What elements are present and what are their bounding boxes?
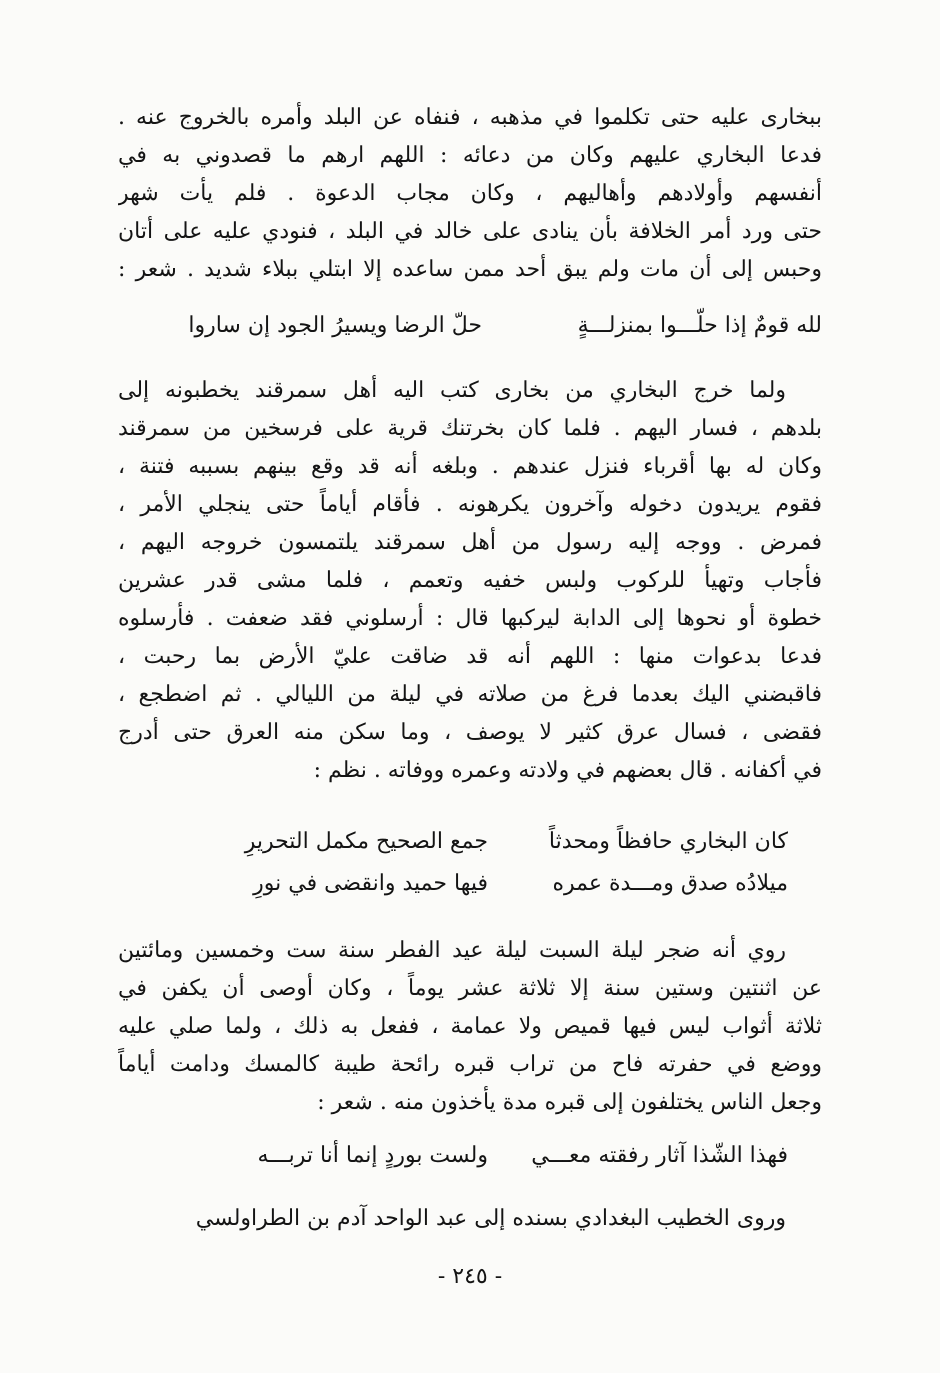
page-number: - ٢٤٥ - (437, 1264, 503, 1289)
verse-1-right-hemistich: لله قومٌ إذا حلّـــوا بمنزلـــةٍ (577, 313, 822, 338)
text-line: ولما خرج البخاري من بخارى كتب اليه أهل سمرقند يخطبونه إلى (118, 378, 786, 403)
text-line: فأجاب وتهيأ للركوب ولبس خفيه وتعمم ، فلما مشى قدر عشرين (118, 568, 822, 593)
text-line: وحبس إلى أن مات ولم يبق أحد ممن ساعده إلا ابتلي ببلاء شديد . شعر : (118, 257, 822, 282)
verse-2-line-2-right-hemistich: ميلادُه صدق ومـــدة عمره (552, 871, 788, 896)
verse-1-left-hemistich: حلّ الرضا ويسيرُ الجود إن ساروا (188, 313, 482, 338)
text-line: فدعا بدعوات منها : اللهم أنه قد ضاقت عليّ الأرض بما رحبت ، (118, 644, 822, 669)
text-line: فمرض . ووجه إليه رسول من أهل سمرقند يلتمسون خروجه اليهم ، (118, 530, 822, 555)
paragraph-3 (118, 932, 822, 1122)
text-line: روي أنه ضجر ليلة السبت ليلة عيد الفطر سنة ست وخمسين ومائتين (118, 938, 786, 963)
verse-1 (118, 307, 822, 345)
text-line: عن اثنتين وستين سنة إلا ثلاثة عشر يوماً ، وكان أوصى أن يكفن في (118, 976, 822, 1001)
paragraph-4 (118, 1200, 822, 1238)
verse-2-line-1-right-hemistich: كان البخاري حافظاً ومحدثاً (548, 829, 788, 854)
text-line: ببخارى عليه حتى تكلموا في مذهبه ، فنفاه عن البلد وأمره بالخروج عنه . (118, 105, 822, 130)
text-line: وروى الخطيب البغدادي بسنده إلى عبد الواحد آدم بن الطراولسي (195, 1206, 786, 1231)
text-line: ووضع في حفرته فاح من تراب قبره رائحة طيبة كالمسك ودامت أياماً (118, 1052, 822, 1077)
text-line: فاقبضني اليك بعدما فرغ من صلاته في ليلة من الليالي . ثم اضطجع ، (118, 682, 822, 707)
text-line: وكان له بها أقرباء فنزل عندهم . وبلغه أنه قد وقع بينهم بسببه فتنة ، (118, 454, 822, 479)
text-line: حتى ورد أمر الخلافة بأن ينادى على خالد في البلد ، فنودي عليه على أتان (118, 219, 822, 244)
text-line: بلدهم ، فسار اليهم . فلما كان بخرتنك قرية على فرسخين من سمرقند (118, 416, 822, 441)
verse-3 (228, 1137, 788, 1175)
verse-3-right-hemistich: فهذا الشّذا آثار رفقته معـــي (531, 1143, 788, 1168)
paragraph-2 (118, 372, 822, 790)
text-line: فقوم يريدون دخوله وآخرون يكرهونه . فأقام أياماً حتى ينجلي الأمر ، (118, 492, 822, 517)
text-line: فقضى ، فسال عرق كثير لا يوصف ، وما سكن منه العرق حتى أدرج (118, 720, 822, 745)
text-line: فدعا البخاري عليهم وكان من دعائه : اللهم ارهم ما قصدوني به في (118, 143, 822, 168)
verse-2-line-1 (228, 823, 788, 861)
text-line: أنفسهم وأولادهم وأهاليهم ، وكان مجاب الدعوة . فلم يأت شهر (118, 181, 822, 206)
verse-2-line-1-left-hemistich: جمع الصحيح مكمل التحريرِ (244, 829, 488, 854)
text-line: خطوة أو نحوها إلى الدابة ليركبها قال : أرسلوني فقد ضعفت . فأرسلوه (118, 606, 822, 631)
text-line: وجعل الناس يختلفون إلى قبره مدة يأخذون منه . شعر : (317, 1090, 822, 1115)
text-line: في أكفانه . قال بعضهم في ولادته وعمره ووفاته . نظم : (313, 758, 822, 783)
text-line: ثلاثة أثواب ليس فيها قميص ولا عمامة ، ففعل به ذلك ، ولما صلي عليه (118, 1014, 822, 1039)
verse-2-line-2-left-hemistich: فيها حميد وانقضى في نورِ (253, 871, 488, 896)
verse-2-line-2 (228, 865, 788, 903)
verse-3-left-hemistich: ولست بوردٍ إنما أنا تربـــه (257, 1143, 488, 1168)
paragraph-1 (118, 99, 822, 289)
